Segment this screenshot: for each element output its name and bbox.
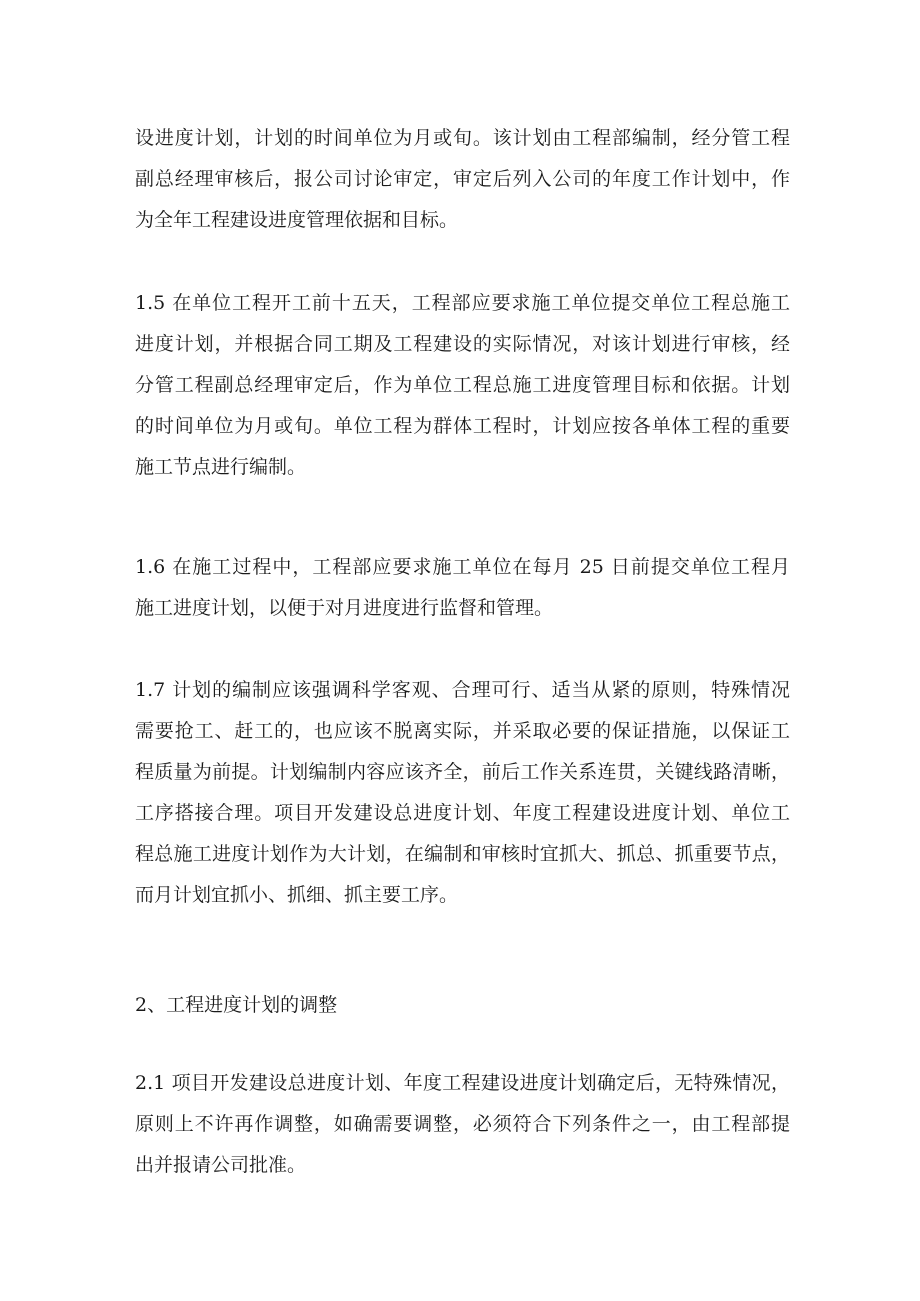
- text-line: 需要抢工、赶工的，也应该不脱离实际，并采取必要的保证措施，以保证工: [135, 720, 790, 742]
- paragraph-1-6: [135, 547, 790, 629]
- paragraph-1-7: [135, 670, 790, 916]
- text-line: 施工进度计划，以便于对月进度进行监督和管理。: [135, 597, 554, 619]
- paragraph-1-5: [135, 283, 790, 488]
- text-line: 进度计划，并根据合同工期及工程建设的实际情况，对该计划进行审核，经: [135, 333, 790, 355]
- section-heading-2: [135, 985, 790, 1026]
- text-line: 的时间单位为月或旬。单位工程为群体工程时，计划应按各单体工程的重要: [135, 415, 790, 437]
- paragraph-2-1: [135, 1063, 790, 1186]
- text-line: 程质量为前提。计划编制内容应该齐全，前后工作关系连贯，关键线路清晰，: [135, 761, 790, 783]
- text-line: 分管工程副总经理审定后，作为单位工程总施工进度管理目标和依据。计划: [135, 374, 790, 396]
- text-line: 而月计划宜抓小、抓细、抓主要工序。: [135, 884, 459, 906]
- text-line: 工序搭接合理。项目开发建设总进度计划、年度工程建设进度计划、单位工: [135, 802, 790, 824]
- text-line: 施工节点进行编制。: [135, 456, 307, 478]
- text-line: 出并报请公司批准。: [135, 1154, 307, 1176]
- text-line: 设进度计划，计划的时间单位为月或旬。该计划由工程部编制，经分管工程: [135, 127, 790, 149]
- text-line: 2.1 项目开发建设总进度计划、年度工程建设进度计划确定后，无特殊情况，: [135, 1072, 790, 1094]
- paragraph-plan-unit-time: [135, 118, 790, 241]
- text-line: 为全年工程建设进度管理依据和目标。: [135, 209, 459, 231]
- heading-text: 2、工程进度计划的调整: [135, 994, 338, 1016]
- text-line: 程总施工进度计划作为大计划，在编制和审核时宜抓大、抓总、抓重要节点，: [135, 843, 790, 865]
- text-line: 1.7 计划的编制应该强调科学客观、合理可行、适当从紧的原则，特殊情况: [135, 679, 790, 701]
- text-line: 1.5 在单位工程开工前十五天，工程部应要求施工单位提交单位工程总施工: [135, 292, 790, 314]
- text-line: 1.6 在施工过程中，工程部应要求施工单位在每月 25 日前提交单位工程月: [135, 556, 790, 578]
- text-line: 原则上不许再作调整，如确需要调整，必须符合下列条件之一，由工程部提: [135, 1113, 790, 1135]
- text-line: 副总经理审核后，报公司讨论审定，审定后列入公司的年度工作计划中，作: [135, 168, 790, 190]
